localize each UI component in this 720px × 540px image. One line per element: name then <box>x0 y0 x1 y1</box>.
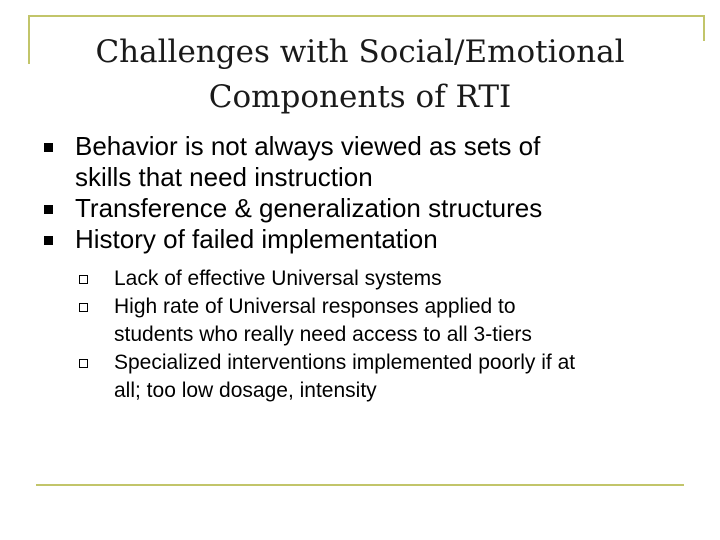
sub-bullet-item <box>75 293 684 349</box>
bullet-text-line-1: History of failed implementation <box>75 224 438 254</box>
top-rule <box>28 15 705 17</box>
sub-bullet-list <box>75 265 684 405</box>
bullet-item <box>44 193 684 224</box>
hollow-square-bullet-icon <box>79 303 88 312</box>
bullet-text-line-2: skills that need instruction <box>75 162 373 192</box>
sub-bullet-text-line-2: students who really need access to all 3-tiers <box>114 323 532 346</box>
bullet-item <box>44 131 684 193</box>
sub-bullet-item <box>75 349 684 405</box>
square-bullet-icon <box>44 236 53 245</box>
sub-bullet-text-line-1: Specialized interventions implemented poorly if at <box>114 351 576 374</box>
sub-bullet-text-line-1: High rate of Universal responses applied to <box>114 295 516 318</box>
hollow-square-bullet-icon <box>79 275 88 284</box>
title-line-1: Challenges with Social/Emotional <box>95 34 625 70</box>
bullet-text-line-1: Transference & generalization structures <box>75 193 543 223</box>
sub-bullet-item <box>75 265 684 293</box>
bottom-rule <box>36 484 684 486</box>
square-bullet-icon <box>44 205 53 214</box>
title-line-2: Components of RTI <box>208 79 512 115</box>
slide-title <box>40 30 680 120</box>
sub-bullet-text-line-2: all; too low dosage, intensity <box>114 379 377 402</box>
sub-bullet-text-line-1: Lack of effective Universal systems <box>114 267 442 290</box>
right-rule <box>703 15 705 41</box>
left-rule <box>28 15 30 64</box>
square-bullet-icon <box>44 143 53 152</box>
hollow-square-bullet-icon <box>79 359 88 368</box>
bullet-item <box>44 224 684 405</box>
bullet-list <box>44 131 684 405</box>
bullet-text-line-1: Behavior is not always viewed as sets of <box>75 131 541 161</box>
